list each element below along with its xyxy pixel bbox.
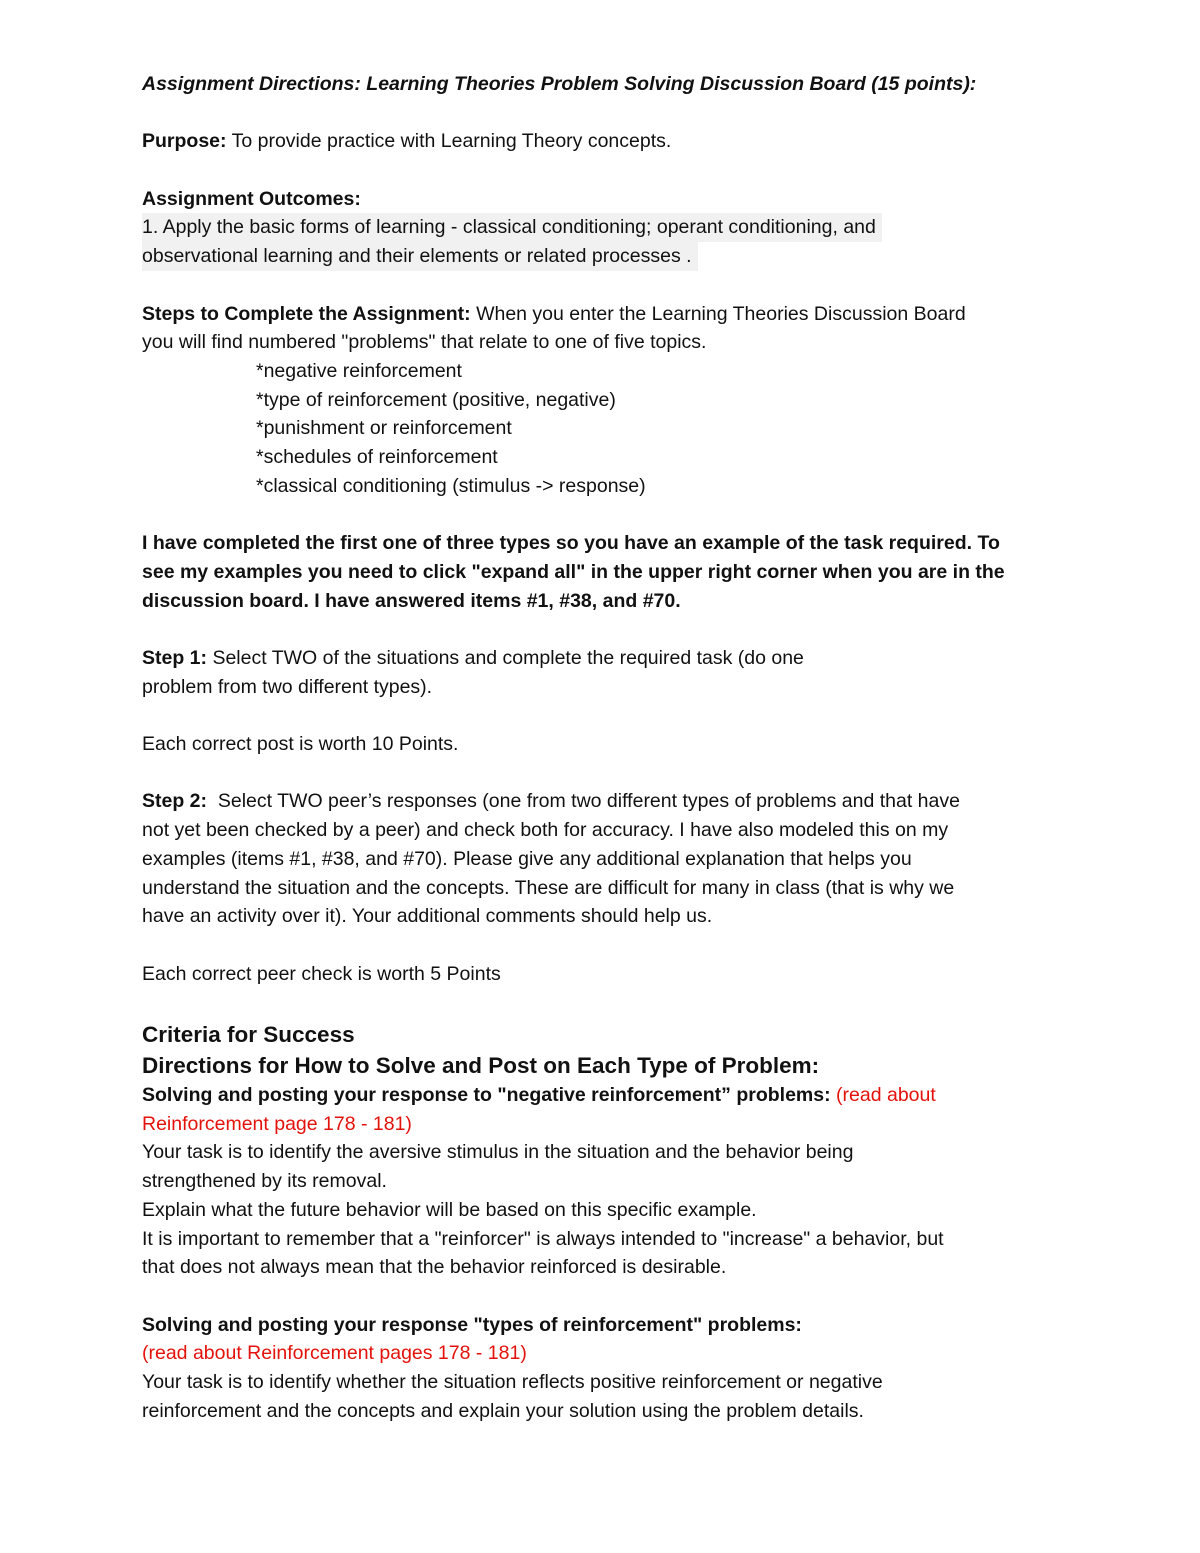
negative-reference-end: Reinforcement page 178 - 181) xyxy=(142,1112,412,1135)
purpose-label: Purpose: xyxy=(142,130,227,153)
document-page xyxy=(142,70,1072,1425)
step2-line-2: not yet been checked by a peer) and check both for accuracy. I have also modeled this on my xyxy=(142,819,949,842)
steps-text: When you enter the Learning Theories Discussion Board xyxy=(476,302,966,325)
step2-line-5: have an activity over it). Your additional comments should help us. xyxy=(142,905,713,928)
negative-heading-line xyxy=(142,1081,1072,1110)
step1-line-1 xyxy=(142,644,1072,673)
topic-item: *schedules of reinforcement xyxy=(256,446,498,469)
outcome-line-2: observational learning and their elements or related processes . xyxy=(142,242,698,271)
step2-line-4: understand the situation and the concepts. These are difficult for many in class (that is why we xyxy=(142,876,955,899)
negative-heading: Solving and posting your response to "negative reinforcement” problems: xyxy=(142,1084,831,1107)
peer-worth: Each correct peer check is worth 5 Points xyxy=(142,962,501,985)
post-worth: Each correct post is worth 10 Points. xyxy=(142,733,459,756)
steps-line-2: you will find numbered "problems" that relate to one of five topics. xyxy=(142,331,707,354)
step2-line-3: examples (items #1, #38, and #70). Please give any additional explanation that helps you xyxy=(142,847,912,870)
purpose-text: To provide practice with Learning Theory concepts. xyxy=(231,130,672,153)
negative-line-4: It is important to remember that a "reinforcer" is always intended to "increase" a behavior, but xyxy=(142,1227,944,1250)
example-note-line-1: I have completed the first one of three types so you have an example of the task required. To xyxy=(142,532,1000,555)
types-line-2: reinforcement and the concepts and explain your solution using the problem details. xyxy=(142,1399,864,1422)
assignment-title: Assignment Directions: Learning Theories Problem Solving Discussion Board (15 points): xyxy=(142,73,977,95)
topic-item: *negative reinforcement xyxy=(256,359,462,382)
topic-item: *punishment or reinforcement xyxy=(256,417,512,440)
topic-item: *type of reinforcement (positive, negative) xyxy=(256,388,616,411)
directions-heading: Directions for How to Solve and Post on Each Type of Problem: xyxy=(142,1053,820,1079)
negative-reference-start: (read about xyxy=(836,1084,936,1107)
step1-label: Step 1: xyxy=(142,646,208,669)
types-heading: Solving and posting your response "types of reinforcement" problems: xyxy=(142,1313,802,1336)
example-note-line-3: discussion board. I have answered items #1, #38, and #70. xyxy=(142,589,681,612)
step2-line-1 xyxy=(142,787,1072,816)
outcomes-heading: Assignment Outcomes: xyxy=(142,187,361,210)
steps-label: Steps to Complete the Assignment: xyxy=(142,302,471,325)
topic-item: *classical conditioning (stimulus -> response) xyxy=(256,474,646,497)
outcome-line-1: 1. Apply the basic forms of learning - classical conditioning; operant conditioning, and xyxy=(142,213,882,242)
types-reference: (read about Reinforcement pages 178 - 181) xyxy=(142,1342,527,1365)
types-line-1: Your task is to identify whether the situation reflects positive reinforcement or negative xyxy=(142,1371,883,1394)
purpose-line xyxy=(142,127,1072,156)
step1-text: Select TWO of the situations and complete the required task (do one xyxy=(212,646,804,669)
step2-label: Step 2: xyxy=(142,790,208,813)
example-note-line-2: see my examples you need to click "expand all" in the upper right corner when you are in the xyxy=(142,560,1005,583)
step2-text: Select TWO peer’s responses (one from two different types of problems and that have xyxy=(217,790,960,813)
criteria-heading: Criteria for Success xyxy=(142,1022,355,1048)
negative-line-1: Your task is to identify the aversive stimulus in the situation and the behavior being xyxy=(142,1141,854,1164)
step1-line-2: problem from two different types). xyxy=(142,675,433,698)
steps-line-1 xyxy=(142,300,1072,329)
negative-line-3: Explain what the future behavior will be based on this specific example. xyxy=(142,1198,757,1221)
negative-line-2: strengthened by its removal. xyxy=(142,1170,387,1193)
negative-line-5: that does not always mean that the behavior reinforced is desirable. xyxy=(142,1256,727,1279)
